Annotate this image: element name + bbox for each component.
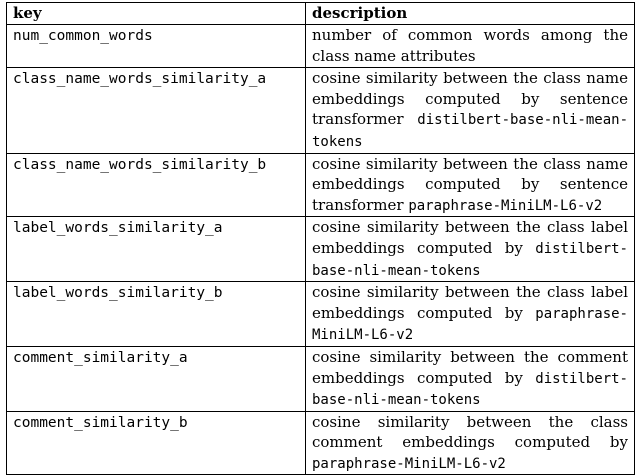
row-description — [306, 282, 635, 347]
row-key: label_words_similarity_b — [7, 282, 306, 347]
row-description — [306, 411, 635, 475]
header-description: description — [306, 3, 635, 25]
table-row — [7, 153, 635, 217]
model-name: distilbert-base-nli-mean-tokens — [312, 112, 628, 150]
row-description — [306, 25, 635, 68]
model-name: paraphrase-MiniLM-L6-v2 — [408, 197, 603, 214]
model-name: paraphrase-MiniLM-L6-v2 — [312, 455, 506, 472]
row-key: num_common_words — [7, 25, 306, 68]
row-key: label_words_similarity_a — [7, 217, 306, 282]
description-text: number of common words among the class name attributes — [312, 26, 628, 65]
row-description — [306, 346, 635, 411]
description-text: cosine similarity between the class label embeddings computed by — [312, 283, 628, 322]
row-description — [306, 217, 635, 282]
row-description — [306, 68, 635, 153]
header-key: key — [7, 3, 306, 25]
header-row — [7, 3, 635, 25]
row-key: comment_similarity_a — [7, 346, 306, 411]
row-key: class_name_words_similarity_b — [7, 153, 306, 217]
model-name: paraphrase-MiniLM-L6-v2 — [312, 305, 628, 344]
table-row — [7, 68, 635, 153]
table-row — [7, 217, 635, 282]
row-key: comment_similarity_b — [7, 411, 306, 475]
row-description — [306, 153, 635, 217]
table-row — [7, 25, 635, 68]
description-text: cosine similarity between the class label embeddings computed by — [312, 218, 628, 257]
description-text: cosine similarity between the comment embeddings computed by — [312, 347, 628, 387]
description-text: cosine similarity between the class name embeddings computed by sentence transformer — [312, 154, 628, 214]
description-text: cosine similarity between the class comment embeddings computed by — [312, 412, 628, 452]
description-text: cosine similarity between the class name embeddings computed by sentence transformer — [312, 69, 628, 129]
table-row — [7, 346, 635, 411]
row-key: class_name_words_similarity_a — [7, 68, 306, 153]
feature-table — [6, 2, 635, 475]
table-row — [7, 411, 635, 475]
model-name: distilbert-base-nli-mean-tokens — [312, 370, 628, 409]
table-row — [7, 282, 635, 347]
model-name: distilbert-base-nli-mean-tokens — [312, 240, 628, 279]
